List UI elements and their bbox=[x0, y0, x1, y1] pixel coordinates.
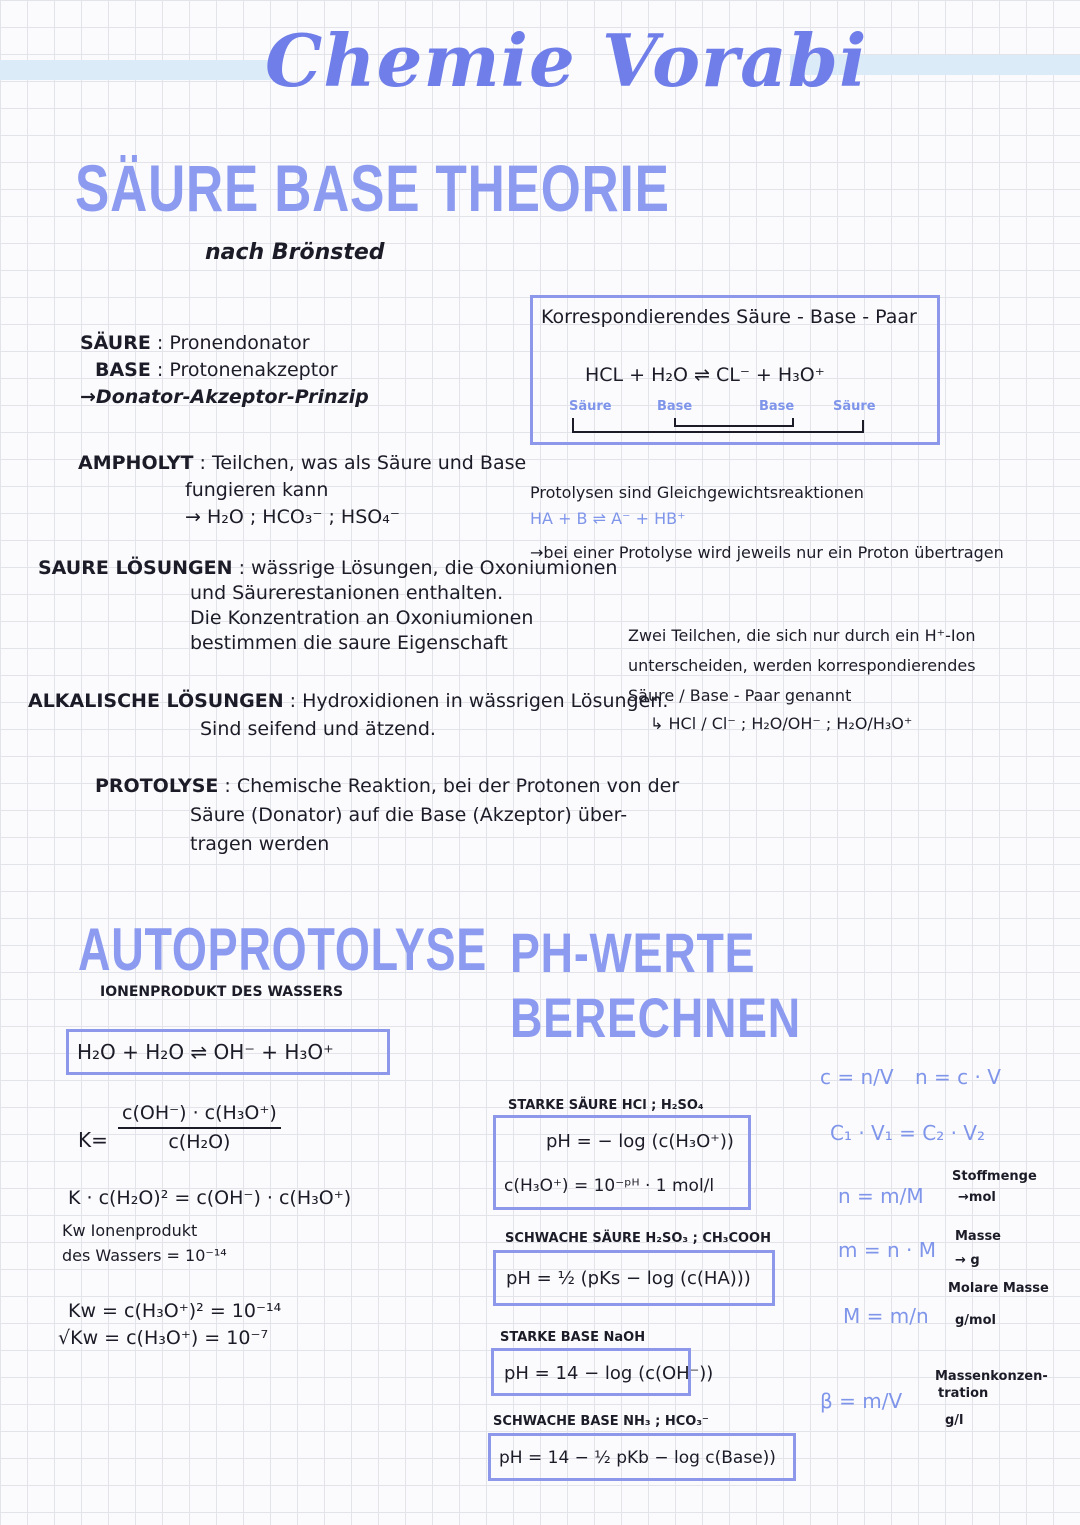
pair-box-title: Korrespondierendes Säure - Base - Paar bbox=[541, 306, 917, 328]
weak-acid-formula: pH = ½ (pKs − log (c(HA))) bbox=[506, 1268, 751, 1289]
pair-label-acid1: Säure bbox=[569, 399, 612, 414]
m-note: Masse bbox=[955, 1229, 1002, 1244]
pair-arrows bbox=[563, 416, 883, 438]
pair-label-acid2: Säure bbox=[833, 399, 876, 414]
saure-loesungen-line3: Die Konzentration an Oxoniumionen bbox=[190, 607, 534, 629]
kw-line1: Kw = c(H₃O⁺)² = 10⁻¹⁴ bbox=[68, 1300, 282, 1322]
pair-equation: HCL + H₂O ⇌ CL⁻ + H₃O⁺ bbox=[585, 364, 825, 386]
section-heading-autoprotolyse: AUTOPROTOLYSE bbox=[78, 916, 488, 983]
section-subtitle: nach Brönsted bbox=[205, 240, 385, 265]
n-m-note: Stoffmenge bbox=[952, 1169, 1037, 1184]
pair-label-base2: Base bbox=[759, 399, 795, 414]
title-highlight-left bbox=[0, 60, 270, 80]
alkalische-loesungen: ALKALISCHE LÖSUNGEN : Hydroxidionen in wässrigen Lösungen. bbox=[28, 690, 669, 712]
principle: →Donator-Akzeptor-Prinzip bbox=[80, 386, 369, 408]
ampholyt-line2: fungieren kann bbox=[185, 479, 329, 501]
kw-note2: des Wassers = 10⁻¹⁴ bbox=[62, 1246, 227, 1265]
k-numerator: c(OH⁻) · c(H₃O⁺) bbox=[118, 1100, 281, 1129]
autoprotolyse-equation-box bbox=[66, 1029, 390, 1075]
beta-note2: tration bbox=[938, 1386, 989, 1401]
cv-formula: C₁ · V₁ = C₂ · V₂ bbox=[830, 1121, 985, 1145]
proton-note: →bei einer Protolyse wird jeweils nur ein Proton übertragen bbox=[530, 543, 1004, 562]
beta-note: Massenkonzen- bbox=[935, 1369, 1048, 1384]
saure-loesungen-line4: bestimmen die saure Eigenschaft bbox=[190, 632, 508, 654]
n-formula: n = c · V bbox=[915, 1065, 1001, 1089]
pair-label-base1: Base bbox=[657, 399, 693, 414]
beta-formula: β = m/V bbox=[820, 1389, 903, 1413]
ampholyt-line3: → H₂O ; HCO₃⁻ ; HSO₄⁻ bbox=[185, 506, 400, 528]
weak-base-formula: pH = 14 − ½ pKb − log c(Base)) bbox=[499, 1448, 776, 1468]
n-m-formula: n = m/M bbox=[838, 1184, 924, 1208]
pair-note-line2: unterscheiden, werden korrespondierendes bbox=[628, 656, 976, 675]
kw-line2: √Kw = c(H₃O⁺) = 10⁻⁷ bbox=[58, 1327, 269, 1349]
k-denominator: c(H₂O) bbox=[168, 1131, 231, 1153]
kw-note1: Kw Ionenprodukt bbox=[62, 1221, 198, 1240]
section-heading-saeure-base: SÄURE BASE THEORIE bbox=[75, 151, 670, 225]
strong-acid-formula2: c(H₃O⁺) = 10⁻ᵖᴴ · 1 mol/l bbox=[504, 1176, 715, 1196]
weak-acid-box bbox=[493, 1250, 775, 1306]
pair-note-line4: ↳ HCl / Cl⁻ ; H₂O/OH⁻ ; H₂O/H₃O⁺ bbox=[650, 714, 913, 733]
c-formula: c = n/V bbox=[820, 1065, 894, 1089]
protolyse: PROTOLYSE : Chemische Reaktion, bei der Protonen von der bbox=[95, 775, 680, 797]
strong-acid-box bbox=[493, 1115, 751, 1210]
section-heading-ph: PH-WERTE BERECHNEN bbox=[510, 921, 801, 1049]
M-note: Molare Masse bbox=[948, 1281, 1049, 1296]
saure-loesungen-line2: und Säurerestanionen enthalten. bbox=[190, 582, 504, 604]
protolyse-line2: Säure (Donator) auf die Base (Akzeptor) über- bbox=[190, 804, 628, 826]
M-unit: g/mol bbox=[955, 1313, 996, 1328]
strong-base-label: STARKE BASE NaOH bbox=[500, 1330, 646, 1345]
weak-base-label: SCHWACHE BASE NH₃ ; HCO₃⁻ bbox=[493, 1414, 709, 1429]
pair-box bbox=[530, 295, 940, 445]
kw-equation: K · c(H₂O)² = c(OH⁻) · c(H₃O⁺) bbox=[68, 1187, 352, 1209]
autoprotolyse-equation: H₂O + H₂O ⇌ OH⁻ + H₃O⁺ bbox=[77, 1040, 334, 1064]
strong-base-formula: pH = 14 − log (c(OH⁻)) bbox=[504, 1363, 714, 1384]
weak-acid-label: SCHWACHE SÄURE H₂SO₃ ; CH₃COOH bbox=[505, 1231, 771, 1246]
autoprotolyse-subtitle: IONENPRODUKT DES WASSERS bbox=[100, 984, 344, 1000]
strong-base-box bbox=[491, 1348, 714, 1396]
ampholyt: AMPHOLYT : Teilchen, was als Säure und Base bbox=[78, 452, 527, 474]
alkalische-line2: Sind seifend und ätzend. bbox=[200, 718, 436, 740]
pair-note-line3: Säure / Base - Paar genannt bbox=[628, 686, 852, 705]
k-fraction bbox=[118, 1100, 281, 1156]
n-m-unit: →mol bbox=[958, 1190, 996, 1205]
protolyse-line3: tragen werden bbox=[190, 833, 330, 855]
weak-base-box bbox=[488, 1433, 796, 1481]
m-formula: m = n · M bbox=[838, 1238, 936, 1262]
M-formula: M = m/n bbox=[843, 1304, 929, 1328]
acid-definition: SÄURE : Pronendonator bbox=[80, 332, 310, 354]
beta-unit: g/l bbox=[945, 1413, 964, 1428]
base-definition: BASE : Protonenakzeptor bbox=[95, 359, 338, 381]
strong-acid-label: STARKE SÄURE HCl ; H₂SO₄ bbox=[508, 1098, 704, 1113]
k-label: K= bbox=[78, 1128, 108, 1152]
pair-note-line1: Zwei Teilchen, die sich nur durch ein H⁺-Ion bbox=[628, 626, 976, 645]
page-title: Chemie Vorabi bbox=[265, 18, 868, 103]
strong-acid-formula1: pH = − log (c(H₃O⁺)) bbox=[546, 1131, 734, 1152]
gleichgewicht-note: Protolysen sind Gleichgewichtsreaktionen bbox=[530, 483, 864, 502]
saure-loesungen: SAURE LÖSUNGEN : wässrige Lösungen, die Oxoniumionen bbox=[38, 557, 618, 579]
gleichgewicht-equation: HA + B ⇌ A⁻ + HB⁺ bbox=[530, 509, 686, 528]
m-unit: → g bbox=[955, 1253, 980, 1268]
